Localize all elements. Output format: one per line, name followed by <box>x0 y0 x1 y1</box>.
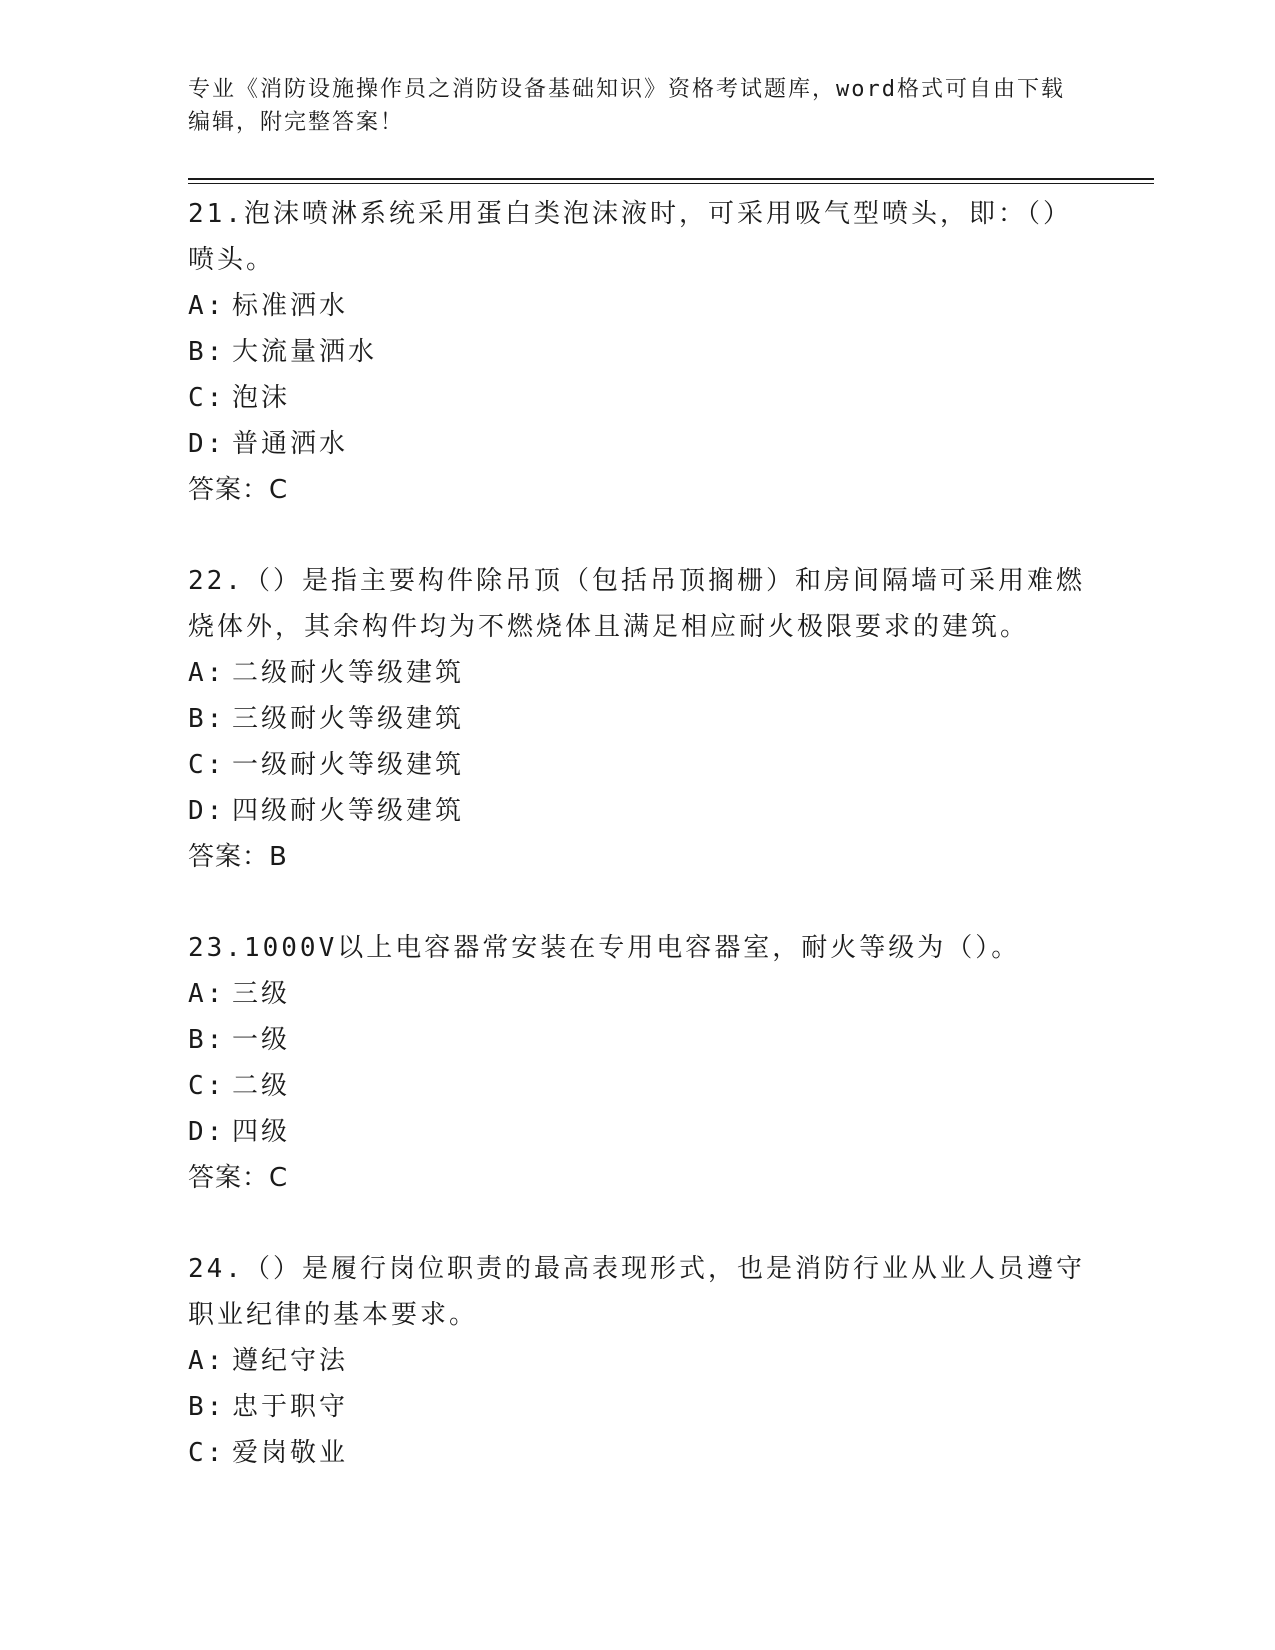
option-text: 一级 <box>232 1025 291 1055</box>
option-text: 遵纪守法 <box>232 1346 349 1376</box>
option-letter: A: <box>188 1346 226 1376</box>
option-a <box>188 283 1088 329</box>
option-text: 一级耐火等级建筑 <box>232 750 465 780</box>
header-divider-thick <box>188 178 1154 180</box>
option-letter: D: <box>188 1117 226 1147</box>
option-text: 泡沫 <box>232 383 291 413</box>
question-stem: 23.1000V以上电容器常安装在专用电容器室，耐火等级为（）。 <box>188 933 1021 963</box>
option-text: 忠于职守 <box>232 1392 349 1422</box>
header-divider-thin <box>188 183 1154 184</box>
option-b <box>188 329 1088 375</box>
option-text: 四级耐火等级建筑 <box>232 796 465 826</box>
question-23 <box>188 925 1088 1201</box>
question-stem: 21.泡沫喷淋系统采用蛋白类泡沫液时，可采用吸气型喷头，即：（）喷头。 <box>188 199 1072 275</box>
question-stem: 22.（）是指主要构件除吊顶（包括吊顶搁栅）和房间隔墙可采用难燃烧体外，其余构件均为不燃烧体且满足相应耐火极限要求的建筑。 <box>188 566 1085 642</box>
option-c <box>188 1063 1088 1109</box>
question-list <box>188 191 1088 1521</box>
option-text: 二级 <box>232 1071 291 1101</box>
option-d <box>188 1109 1088 1155</box>
option-b <box>188 1017 1088 1063</box>
option-letter: A: <box>188 291 226 321</box>
option-letter: C: <box>188 1071 226 1101</box>
option-text: 三级 <box>232 979 291 1009</box>
option-c <box>188 375 1088 421</box>
option-c <box>188 1430 1088 1476</box>
answer-text: 答案：C <box>188 1163 289 1193</box>
option-letter: A: <box>188 658 226 688</box>
option-letter: A: <box>188 979 226 1009</box>
option-d <box>188 788 1088 834</box>
question-21 <box>188 191 1088 513</box>
option-a <box>188 1338 1088 1384</box>
option-letter: B: <box>188 1392 226 1422</box>
option-letter: C: <box>188 750 226 780</box>
option-text: 标准洒水 <box>232 291 349 321</box>
option-b <box>188 696 1088 742</box>
option-text: 二级耐火等级建筑 <box>232 658 465 688</box>
option-d <box>188 421 1088 467</box>
question-24 <box>188 1246 1088 1476</box>
option-a <box>188 650 1088 696</box>
document-header: 专业《消防设施操作员之消防设备基础知识》资格考试题库，word格式可自由下载编辑，附完整答案！ <box>188 77 1065 135</box>
option-letter: C: <box>188 1438 226 1468</box>
option-text: 爱岗敬业 <box>232 1438 349 1468</box>
option-text: 三级耐火等级建筑 <box>232 704 465 734</box>
option-letter: B: <box>188 337 226 367</box>
option-text: 大流量洒水 <box>232 337 378 367</box>
option-text: 普通洒水 <box>232 429 349 459</box>
option-b <box>188 1384 1088 1430</box>
option-letter: C: <box>188 383 226 413</box>
question-22 <box>188 558 1088 880</box>
option-letter: B: <box>188 1025 226 1055</box>
option-text: 四级 <box>232 1117 291 1147</box>
answer-text: 答案：B <box>188 842 288 872</box>
answer-text: 答案：C <box>188 475 289 505</box>
option-a <box>188 971 1088 1017</box>
option-letter: B: <box>188 704 226 734</box>
question-stem: 24.（）是履行岗位职责的最高表现形式，也是消防行业从业人员遵守职业纪律的基本要求。 <box>188 1254 1085 1330</box>
option-letter: D: <box>188 429 226 459</box>
option-letter: D: <box>188 796 226 826</box>
option-c <box>188 742 1088 788</box>
